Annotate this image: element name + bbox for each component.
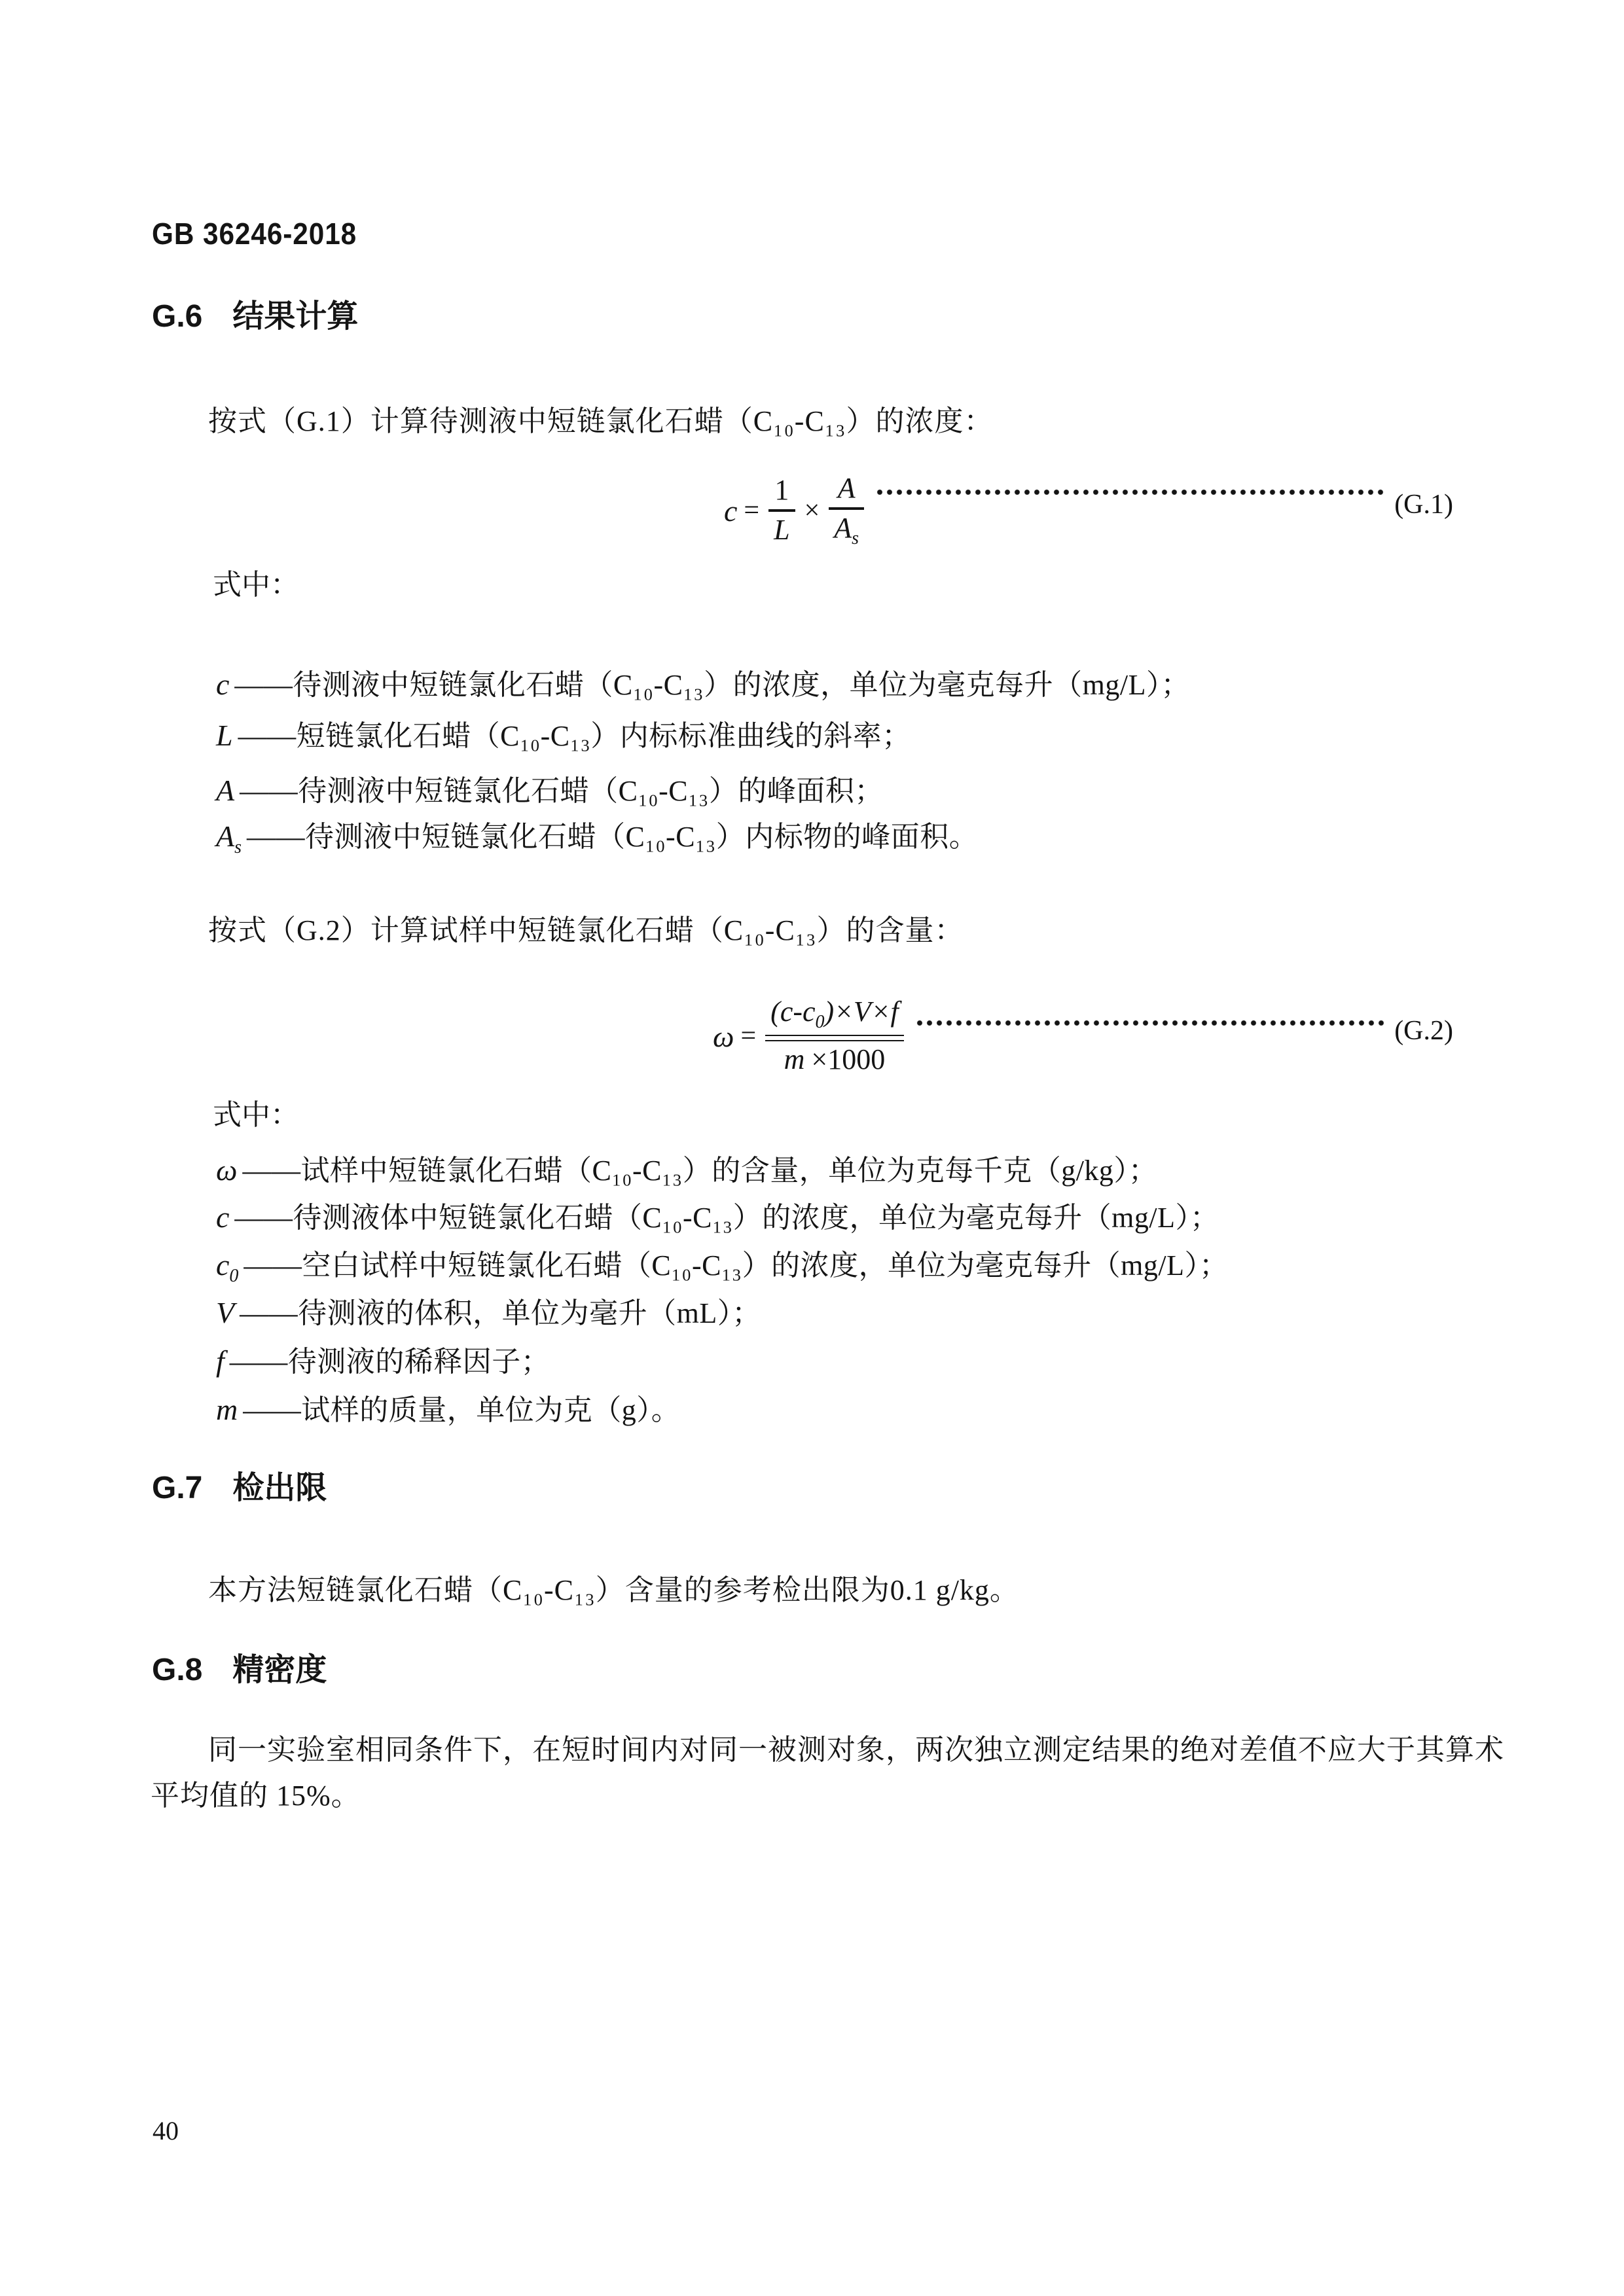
paragraph-g8-line2: 平均值的 15%。 xyxy=(151,1780,361,1812)
fraction-A-over-As xyxy=(829,470,864,550)
definition-item xyxy=(151,1152,1525,1193)
definition-item xyxy=(151,1199,1525,1240)
section-title: 精密度 xyxy=(232,1653,327,1687)
definition-item xyxy=(151,1295,1525,1335)
symbol: f xyxy=(216,1344,225,1378)
standard-code: GB 36246-2018 xyxy=(152,217,357,251)
section-heading-g7 xyxy=(152,1473,327,1504)
definition-item xyxy=(151,1343,1525,1384)
multiply-sign: × xyxy=(804,495,820,526)
definition-text: ——待测液中短链氯化石蜡（C₁₀-C₁₃）的峰面积； xyxy=(240,775,884,807)
dotted-leader xyxy=(876,488,1384,496)
definition-text: ——试样的质量，单位为克（g）。 xyxy=(243,1394,681,1426)
fraction-g2 xyxy=(765,994,904,1078)
section-number: G.8 xyxy=(152,1653,203,1687)
section-number: G.6 xyxy=(152,299,203,334)
paragraph-g1-intro: 按式（G.1）计算待测液中短链氯化石蜡（C₁₀-C₁₃）的浓度： xyxy=(208,405,994,437)
symbol: A xyxy=(216,774,235,807)
paragraph-g7-body: 本方法短链氯化石蜡（C₁₀-C₁₃）含量的参考检出限为0.1 g/kg。 xyxy=(208,1574,1019,1606)
formula-g1-label: (G.1) xyxy=(1394,490,1453,520)
section-title: 检出限 xyxy=(232,1471,327,1505)
symbol: L xyxy=(216,719,233,752)
definition-text: ——待测液中短链氯化石蜡（C₁₀-C₁₃）的浓度，单位为毫克每升（mg/L）； xyxy=(234,669,1190,701)
fraction-denominator: L xyxy=(774,514,790,546)
paragraph-g2-intro: 按式（G.2）计算试样中短链氯化石蜡（C₁₀-C₁₃）的含量： xyxy=(208,914,964,946)
symbol: $A_s$ xyxy=(216,819,242,858)
definition-item xyxy=(151,1247,1525,1287)
definition-text: ——短链氯化石蜡（C₁₀-C₁₃）内标标准曲线的斜率； xyxy=(238,720,911,752)
definition-item xyxy=(151,818,1525,859)
paragraph-g8-line1: 同一实验室相同条件下，在短时间内对同一被测对象，两次独立测定结果的绝对差值不应大于其算术 xyxy=(208,1734,1504,1766)
section-title: 结果计算 xyxy=(232,299,359,334)
fraction-numerator: A xyxy=(837,472,856,505)
formula-g1-lhs: c xyxy=(724,493,738,528)
formula-g1 xyxy=(151,458,1453,563)
symbol: $c_0$ xyxy=(216,1248,239,1287)
definition-item xyxy=(151,717,1525,758)
fraction-numerator: 1 xyxy=(774,474,789,507)
formula-g2-lhs: ω xyxy=(713,1019,734,1053)
definition-text: ——待测液的体积，单位为毫升（mL）； xyxy=(240,1297,761,1329)
formula-g2-label: (G.2) xyxy=(1394,1016,1453,1046)
symbol: m xyxy=(216,1393,238,1426)
page-number: 40 xyxy=(153,2116,179,2145)
definition-text: ——待测液体中短链氯化石蜡（C₁₀-C₁₃）的浓度，单位为毫克每升（mg/L）； xyxy=(234,1202,1219,1234)
symbol-base: m xyxy=(784,1043,805,1075)
symbol: c xyxy=(216,1200,230,1234)
symbol: c xyxy=(216,668,230,701)
fraction-bar xyxy=(765,1035,904,1041)
fraction-denominator xyxy=(779,1041,891,1079)
definition-text: ——待测液中短链氯化石蜡（C₁₀-C₁₃）内标物的峰面积。 xyxy=(247,821,979,853)
symbol: ω xyxy=(216,1153,238,1187)
symbol: V xyxy=(216,1296,235,1329)
definition-text: ——试样中短链氯化石蜡（C₁₀-C₁₃）的含量，单位为克每千克（g/kg）； xyxy=(242,1155,1158,1187)
section-number: G.7 xyxy=(152,1471,203,1505)
where-clause: 式中： xyxy=(213,569,299,601)
fraction-numerator: $(c-c_0)\times V\times f$ xyxy=(770,996,899,1033)
section-heading-g8 xyxy=(152,1655,327,1686)
denominator-factor: ×1000 xyxy=(811,1043,886,1075)
section-heading-g6 xyxy=(152,301,358,332)
fraction-1-over-L xyxy=(768,472,795,549)
dotted-leader xyxy=(916,1019,1384,1027)
formula-g2 xyxy=(151,987,1453,1085)
definition-item xyxy=(151,1391,1525,1432)
where-clause: 式中： xyxy=(213,1099,299,1131)
formula-g2-expression xyxy=(713,994,907,1078)
definition-item xyxy=(151,772,1525,813)
definition-item xyxy=(151,666,1525,707)
fraction-denominator xyxy=(829,510,864,550)
definition-text: ——待测液的稀释因子； xyxy=(229,1346,550,1378)
symbol-subscript: s xyxy=(852,528,859,548)
symbol-base: A xyxy=(834,512,852,545)
formula-g1-expression xyxy=(724,470,867,550)
equals-sign: = xyxy=(740,1021,757,1051)
equals-sign: = xyxy=(744,495,760,526)
definition-text: ——空白试样中短链氯化石蜡（C₁₀-C₁₃）的浓度，单位为毫克每升（mg/L）； xyxy=(244,1249,1229,1282)
